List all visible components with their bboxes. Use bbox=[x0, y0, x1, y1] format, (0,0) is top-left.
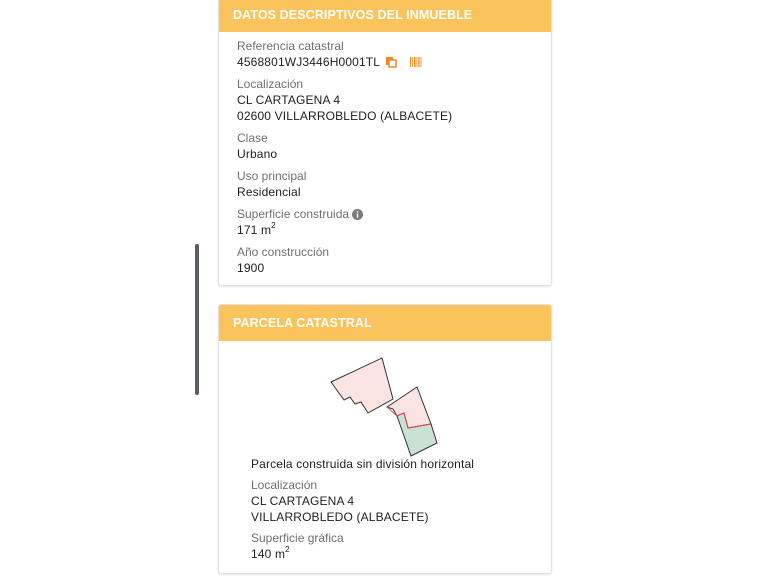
card-header-descriptive: DATOS DESCRIPTIVOS DEL INMUEBLE bbox=[219, 0, 551, 32]
class-label: Clase bbox=[237, 131, 268, 145]
parcel-map[interactable] bbox=[319, 347, 459, 457]
scrollbar-thumb[interactable] bbox=[195, 244, 199, 395]
cadastral-reference: 4568801WJ3446H0001TL bbox=[237, 55, 381, 69]
barcode-icon[interactable] bbox=[407, 56, 422, 68]
ref-label: Referencia catastral bbox=[237, 39, 344, 53]
built-area-exponent: 2 bbox=[271, 221, 276, 230]
year-label: Año construcción bbox=[237, 245, 330, 259]
parcel-location-line-2: VILLARROBLEDO (ALBACETE) bbox=[251, 510, 429, 524]
location-label: Localización bbox=[237, 77, 304, 91]
parcel-area-label: Superficie gráfica bbox=[251, 531, 344, 545]
descriptive-data-card bbox=[218, 0, 552, 286]
parcel-card bbox=[218, 304, 552, 574]
card-header-parcel: PARCELA CATASTRAL bbox=[219, 305, 551, 341]
parcel-area-value: 140 m bbox=[251, 547, 286, 561]
copy-icon[interactable] bbox=[382, 56, 397, 68]
info-icon[interactable] bbox=[352, 209, 363, 220]
use-value: Residencial bbox=[237, 185, 301, 199]
parcel-location-line-1: CL CARTAGENA 4 bbox=[251, 494, 355, 508]
use-label: Uso principal bbox=[237, 169, 307, 183]
built-area-value: 171 m bbox=[237, 223, 272, 237]
class-value: Urbano bbox=[237, 147, 278, 161]
location-line-1: CL CARTAGENA 4 bbox=[237, 93, 341, 107]
year-value: 1900 bbox=[237, 261, 265, 275]
parcel-location-label: Localización bbox=[251, 478, 318, 492]
parcel-type: Parcela construida sin división horizontal bbox=[251, 457, 475, 471]
location-line-2: 02600 VILLARROBLEDO (ALBACETE) bbox=[237, 109, 453, 123]
parcel-area-exponent: 2 bbox=[285, 545, 290, 554]
built-area-label: Superficie construida bbox=[237, 207, 350, 221]
